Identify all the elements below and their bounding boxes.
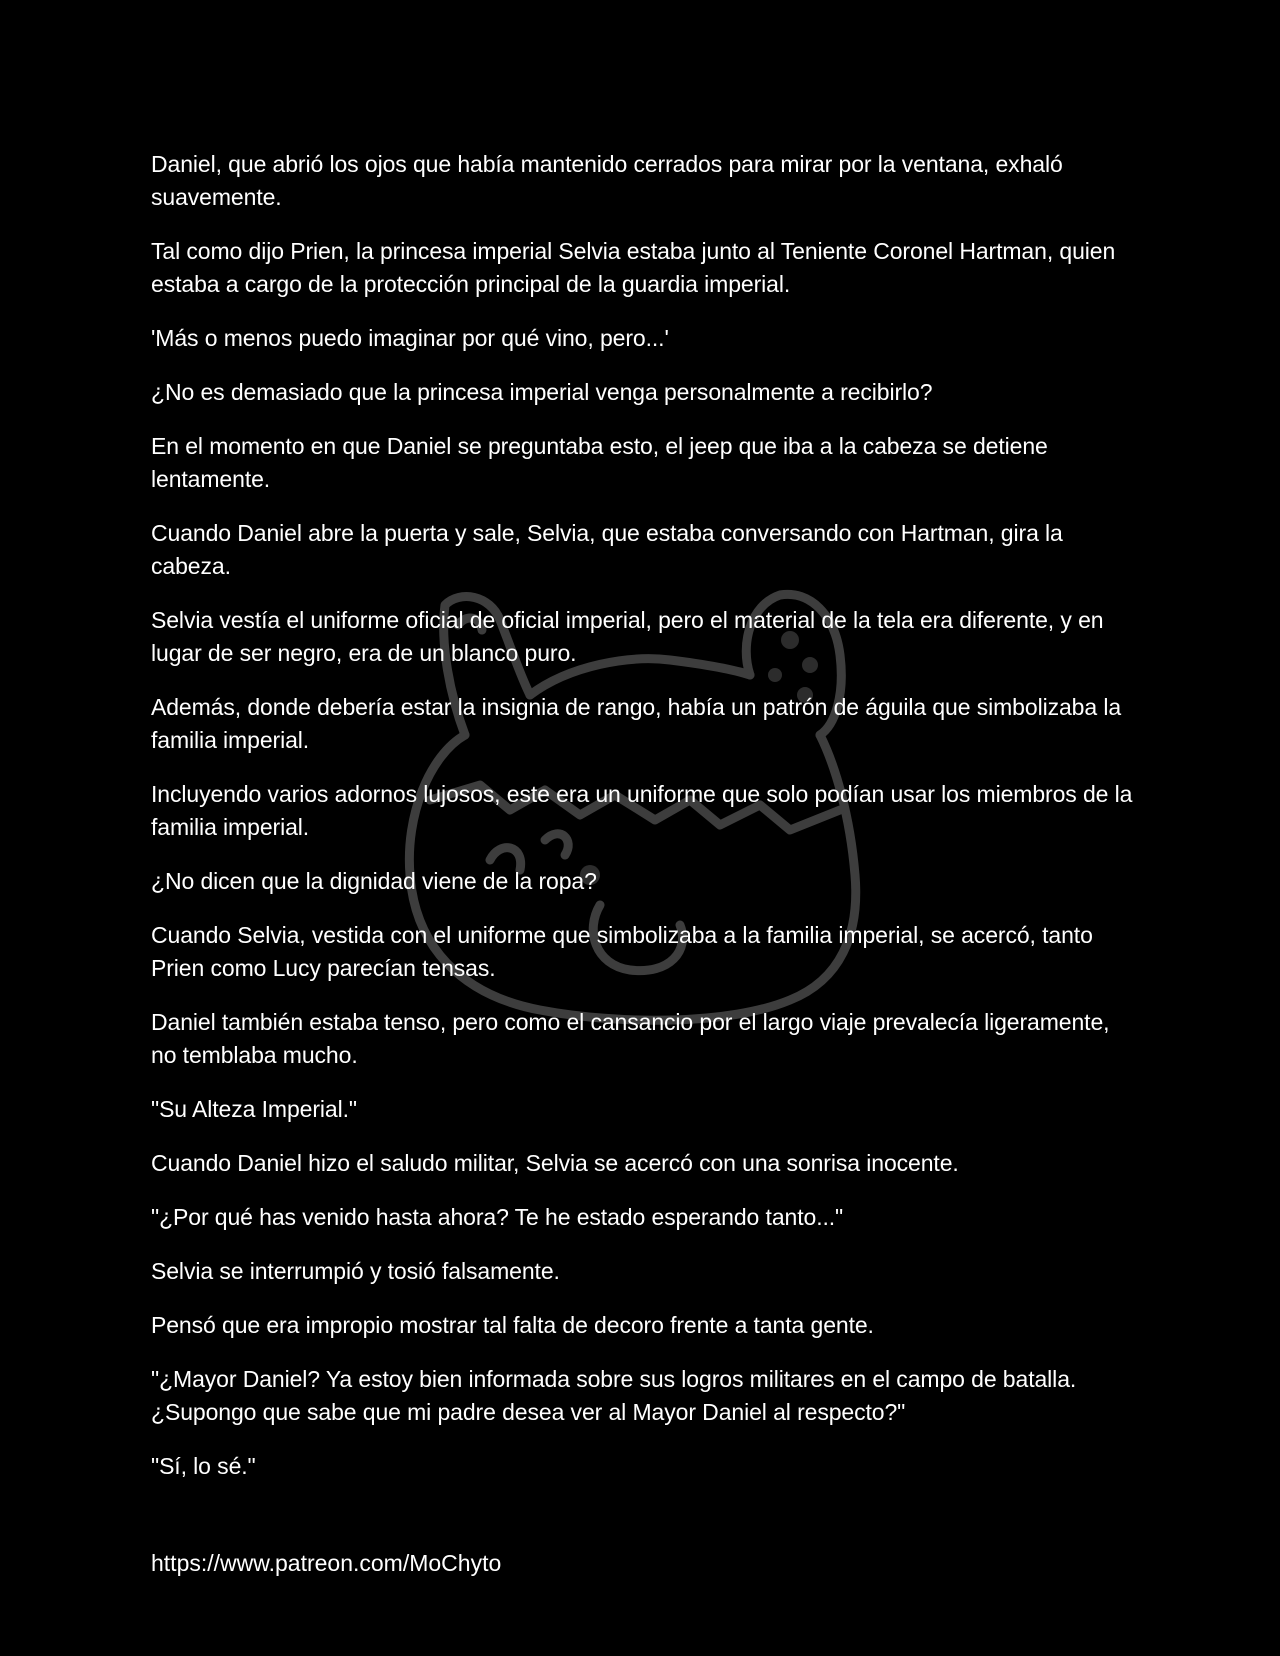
paragraph: Tal como dijo Prien, la princesa imperial Selvia estaba junto al Teniente Coronel Hartman, quien estaba a cargo de la protección principal de la guardia imperial.	[151, 238, 1116, 297]
paragraph: En el momento en que Daniel se preguntaba esto, el jeep que iba a la cabeza se detiene lentamente.	[151, 433, 1048, 492]
paragraph: 'Más o menos puedo imaginar por qué vino, pero...'	[151, 325, 669, 351]
paragraph: Daniel, que abrió los ojos que había mantenido cerrados para mirar por la ventana, exhaló suavemente.	[151, 151, 1063, 210]
paragraph: Cuando Daniel hizo el saludo militar, Selvia se acercó con una sonrisa inocente.	[151, 1150, 959, 1176]
paragraph: Además, donde debería estar la insignia de rango, había un patrón de águila que simbolizaba la familia imperial.	[151, 694, 1122, 753]
paragraph: Daniel también estaba tenso, pero como el cansancio por el largo viaje prevalecía ligeramente, no temblaba mucho.	[151, 1009, 1110, 1068]
paragraph: "Su Alteza Imperial."	[151, 1096, 357, 1122]
paragraph: ¿No dicen que la dignidad viene de la ropa?	[151, 868, 597, 894]
paragraph: Incluyendo varios adornos lujosos, este era un uniforme que solo podían usar los miembros de la familia imperial.	[151, 781, 1133, 840]
paragraph: Selvia se interrumpió y tosió falsamente.	[151, 1258, 560, 1284]
paragraph: Cuando Daniel abre la puerta y sale, Selvia, que estaba conversando con Hartman, gira la cabeza.	[151, 520, 1063, 579]
paragraph: Pensó que era impropio mostrar tal falta de decoro frente a tanta gente.	[151, 1312, 874, 1338]
paragraph: ¿No es demasiado que la princesa imperial venga personalmente a recibirlo?	[151, 379, 933, 405]
paragraph: Cuando Selvia, vestida con el uniforme que simbolizaba a la familia imperial, se acercó, tanto Prien como Lucy parecían tensas.	[151, 922, 1093, 981]
paragraph: "Sí, lo sé."	[151, 1453, 256, 1479]
patreon-link[interactable]: https://www.patreon.com/MoChyto	[151, 1550, 502, 1576]
paragraph: "¿Por qué has venido hasta ahora? Te he estado esperando tanto..."	[151, 1204, 844, 1230]
paragraph: Selvia vestía el uniforme oficial de oficial imperial, pero el material de la tela era diferente, y en lugar de ser negro, era de un blanco puro.	[151, 607, 1104, 666]
paragraph: "¿Mayor Daniel? Ya estoy bien informada sobre sus logros militares en el campo de batalla. ¿Supongo que sabe que mi padre desea ver al Mayor Daniel al respecto?"	[151, 1366, 1077, 1425]
document-body	[151, 148, 1141, 1504]
